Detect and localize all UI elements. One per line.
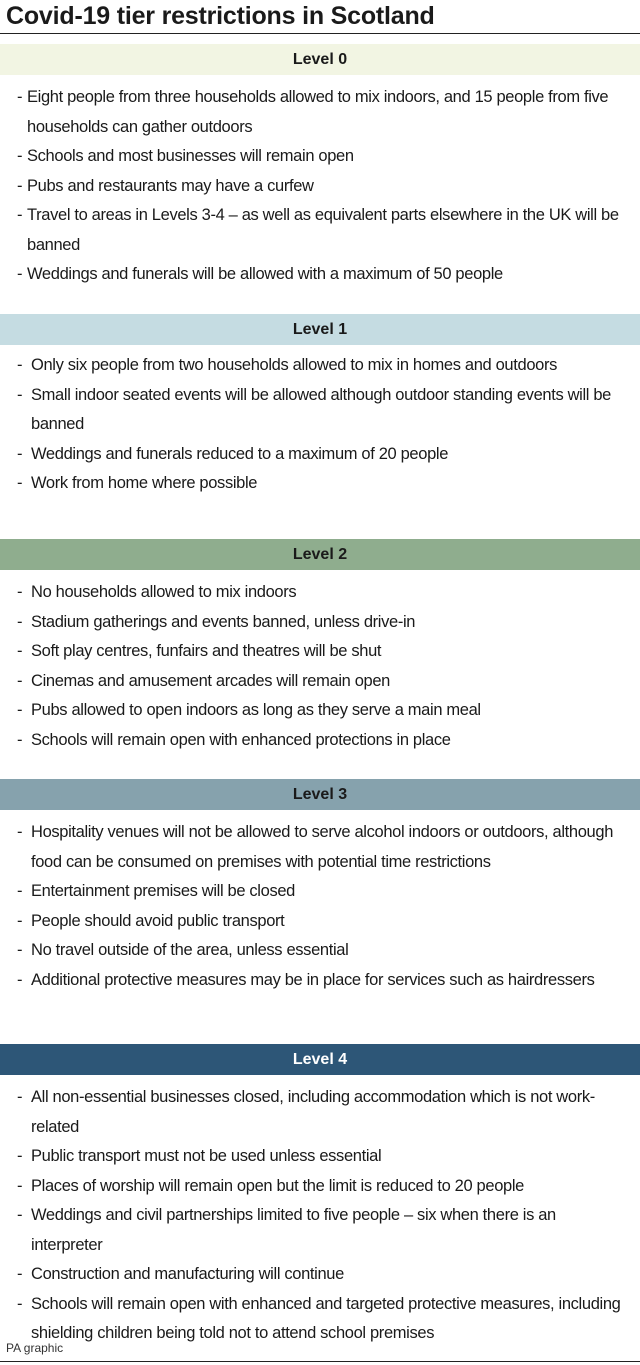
list-item: - No households allowed to mix indoors xyxy=(17,578,626,608)
level-3-list xyxy=(0,810,640,1044)
list-item: - Places of worship will remain open but the limit is reduced to 20 people xyxy=(17,1172,626,1202)
list-item: - Weddings and civil partnerships limited to five people – six when there is an interpreter xyxy=(17,1201,626,1260)
list-item: - Only six people from two households allowed to mix in homes and outdoors xyxy=(17,351,626,381)
credit-footer: PA graphic xyxy=(6,1341,64,1355)
level-3-header: Level 3 xyxy=(0,779,640,810)
list-item: - Travel to areas in Levels 3-4 – as well as equivalent parts elsewhere in the UK will be banned xyxy=(17,201,626,260)
level-0-header: Level 0 xyxy=(0,44,640,75)
list-item: - Eight people from three households allowed to mix indoors, and 15 people from five households can gather outdoors xyxy=(17,83,626,142)
level-4-list xyxy=(0,1075,640,1359)
list-item: - Schools will remain open with enhanced and targeted protective measures, including shielding children being told not to attend school premises xyxy=(17,1290,626,1349)
list-item: - Work from home where possible xyxy=(17,469,626,499)
list-item: - Small indoor seated events will be allowed although outdoor standing events will be banned xyxy=(17,381,626,440)
level-0-list xyxy=(0,75,640,314)
list-item: - Public transport must not be used unless essential xyxy=(17,1142,626,1172)
list-item: - Schools will remain open with enhanced protections in place xyxy=(17,726,626,756)
page-title: Covid-19 tier restrictions in Scotland xyxy=(6,2,435,30)
level-1-header: Level 1 xyxy=(0,314,640,345)
list-item: - Schools and most businesses will remain open xyxy=(17,142,626,172)
list-item: - Additional protective measures may be in place for services such as hairdressers xyxy=(17,966,626,996)
level-4-header: Level 4 xyxy=(0,1044,640,1075)
level-sections xyxy=(0,44,640,1359)
list-item: - People should avoid public transport xyxy=(17,907,626,937)
level-2-section xyxy=(0,539,640,779)
list-item: - Pubs and restaurants may have a curfew xyxy=(17,172,626,202)
level-2-list xyxy=(0,570,640,779)
list-item: - Entertainment premises will be closed xyxy=(17,877,626,907)
list-item: - Stadium gatherings and events banned, unless drive-in xyxy=(17,608,626,638)
bottom-divider xyxy=(0,1361,640,1362)
list-item: - Weddings and funerals reduced to a maximum of 20 people xyxy=(17,440,626,470)
list-item: - Pubs allowed to open indoors as long as they serve a main meal xyxy=(17,696,626,726)
level-0-section xyxy=(0,44,640,314)
list-item: - All non-essential businesses closed, including accommodation which is not work-related xyxy=(17,1083,626,1142)
list-item: - Soft play centres, funfairs and theatres will be shut xyxy=(17,637,626,667)
list-item: - Construction and manufacturing will continue xyxy=(17,1260,626,1290)
level-4-section xyxy=(0,1044,640,1359)
level-1-section xyxy=(0,314,640,539)
list-item: - No travel outside of the area, unless essential xyxy=(17,936,626,966)
list-item: - Weddings and funerals will be allowed with a maximum of 50 people xyxy=(17,260,626,290)
list-item: - Cinemas and amusement arcades will remain open xyxy=(17,667,626,697)
level-1-list xyxy=(0,345,640,539)
list-item: - Hospitality venues will not be allowed to serve alcohol indoors or outdoors, although food can be consumed on premises with potential time restrictions xyxy=(17,818,626,877)
title-divider xyxy=(0,33,640,34)
level-3-section xyxy=(0,779,640,1044)
level-2-header: Level 2 xyxy=(0,539,640,570)
